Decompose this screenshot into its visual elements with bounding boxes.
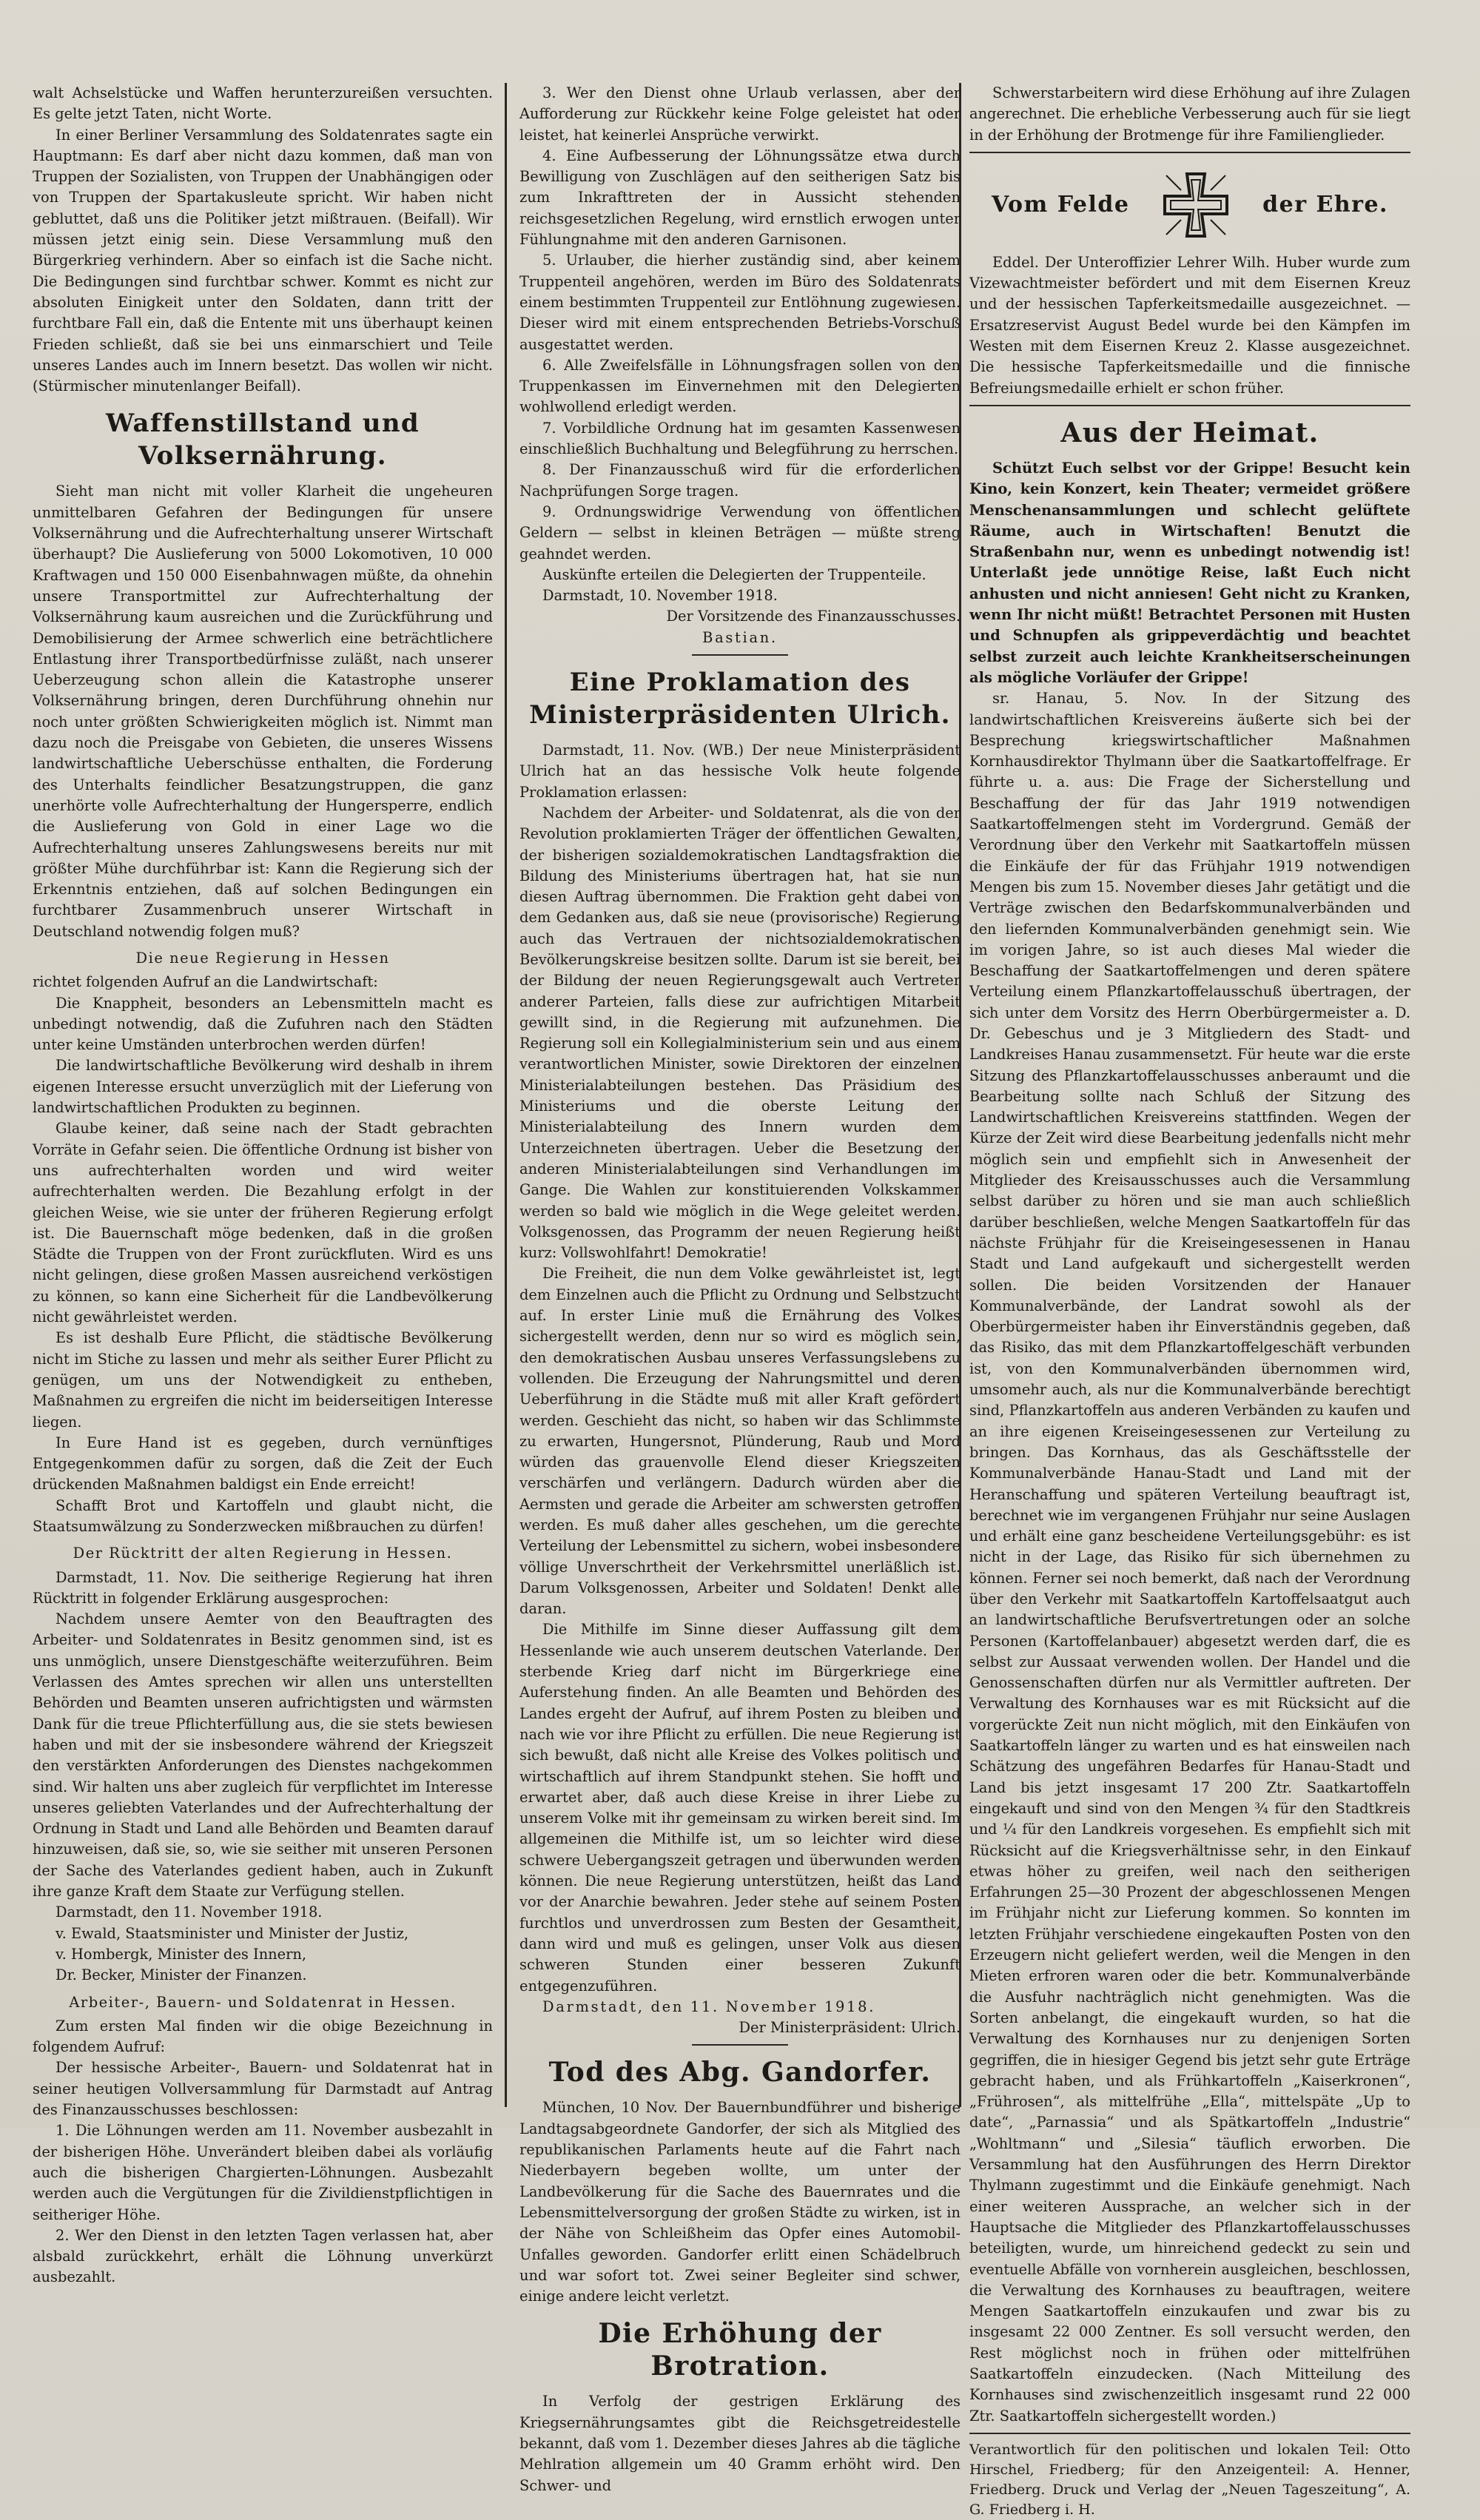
paragraph: Nachdem unsere Aemter von den Beauftragten des Arbeiter- und Soldatenrates in Besitz genommen sind, ist es uns unmöglich, unsere Dienstgeschäfte weiterzuführen. Beim Verlassen des Amtes sprechen wir allen uns unterstellten Behörden und Beamten unseren aufrichtigsten und wärmsten Dank für die treue Pflichterfüllung aus, die sie stets bewiesen haben und mit der sie insbesondere während der Kriegszeit den verstärkten Anforderungen des Dienstes nachgekommen sind. Wir halten uns aber zugleich für verpflichtet im Interesse unseres geliebten Vaterlandes und der Aufrechterhaltung der Ordnung in Stadt und Land alle Behörden und Beamten darauf hinzuweisen, daß sie, so, wie sie seither mit unseren Personen der Sache des Vaterlandes gedient haben, auch in Zukunft ihre ganze Kraft dem Staate zur Verfügung stellen. [33, 1610, 493, 1901]
divider [692, 2044, 788, 2046]
subheading-hessen: Die neue Regierung in Hessen [135, 949, 390, 967]
paragraph: 4. Eine Aufbesserung der Löhnungssätze etwa durch Bewilligung von Zuschlägen auf den seitherigen Satz bis zum Inkrafttreten der in Aussicht stehenden reichsgesetzlichen Regelung, wird ernstlich erwogen unter Fühlungnahme mit den anderen Garnisonen. [519, 147, 961, 249]
paragraph: Schwerstarbeitern wird diese Erhöhung auf ihre Zulagen angerechnet. Die erhebliche Verbesserung auch für sie liegt in der Erhöhung der Brotmenge für ihre Familienglieder. [969, 84, 1410, 144]
paragraph: 3. Wer den Dienst ohne Urlaub verlassen, aber der Aufforderung zur Rückkehr keine Folge geleistet hat oder leistet, hat keinerlei Ansprüche verwirkt. [519, 84, 961, 144]
article-continuation: walt Achselstücke und Waffen herunterzureißen versuchten. Es gelte jetzt Taten, nicht Worte. [33, 84, 493, 123]
paragraph: 6. Alle Zweifelsfälle in Löhnungsfragen sollen von den Truppenkassen im Einvernehmen mit den Delegierten wohlwollend erledigt werden. [519, 356, 961, 416]
paragraph: Auskünfte erteilen die Delegierten der Truppenteile. [542, 565, 926, 583]
paragraph: Schützt Euch selbst vor der Grippe! Besucht kein Kino, kein Konzert, kein Theater; vermeidet größere Menschenansammlungen und schlecht gelüftete Räume, auch in Wirtschaften! Benutzt die Straßenbahn nur, wenn es unbedingt notwendig ist! Unterlaßt jede unnötige Reise, laßt Euch nicht anhusten und nicht anniesen! Geht nicht zu Kranken, wenn Ihr nicht müßt! Betrachtet Personen mit Husten und Schnupfen als grippeverdächtig und beachtet selbst zurzeit auch leichte Krankheitserscheinungen als mögliche Vorläufer der Grippe! [969, 459, 1410, 686]
headline-gandorfer: Tod des Abg. Gandorfer. [548, 2057, 932, 2089]
paragraph: 7. Vorbildliche Ordnung hat im gesamten Kassenwesen einschließlich Buchhaltung und Belegführung zu herrschen. [519, 419, 961, 458]
paragraph: 2. Wer den Dienst in den letzten Tagen verlassen hat, aber alsbald zurückkehrt, erhält die Löhnung unverkürzt ausbezahlt. [33, 2226, 493, 2286]
dateline: Darmstadt, den 11. November 1918. [542, 1997, 876, 2015]
signature-line: Der Vorsitzende des Finanzausschusses. [666, 608, 961, 625]
vom-felde-header [992, 168, 1388, 242]
paragraph: Die Mithilfe im Sinne dieser Auffassung gilt dem Hessenlande wie auch unserem deutschen Vaterlande. Der sterbende Krieg darf nicht im Bürgerkriege eine Auferstehung finden. An alle Beamten und Behörden des Landes ergeht der Aufruf, auf ihrem Posten zu bleiben und nach wie vor ihre Pflicht zu erfüllen. Die neue Regierung ist sich bewußt, daß nicht alle Kreise des Volkes politisch und wirtschaftlich auf ihrem Standpunkt stehen. Sie hofft und erwartet aber, daß auch diese Kreise in ihrer Liebe zu unserem Volke mit ihr gemeinsam zu wirken bereit sind. Im allgemeinen die Mithilfe ist, um so leichter wird diese schwere Uebergangszeit getragen und überwunden werden können. Die neue Regierung unterstützen, heißt das Land vor der Anarchie bewahren. Jeder stehe auf seinem Posten furchtlos und unverdrossen zum Besten der Gesamtheit, dann wird und muß es gelingen, unser Volk aus diesen schweren Stunden einer besseren Zukunft entgegenzuführen. [519, 1621, 961, 1995]
signature-line: Dr. Becker, Minister der Finanzen. [56, 1966, 307, 1984]
paragraph: Sieht man nicht mit voller Klarheit die ungeheuren unmittelbaren Gefahren der Bedingungen für unsere Volksernährung und die Aufrechterhaltung unserer Wirtschaft überhaupt? Die Auslieferung von 5000 Lokomotiven, 10 000 Kraftwagen und 150 000 Eisenbahnwagen müßte, da ohnehin unsere Transportmittel zur Aufrechterhaltung der Volksernährung kaum ausreichen und die Zurückführung und Demobilisierung der Armee schwerlich eine beträchtlichere Entlastung ihrer Transportbedürfnisse zuläßt, nach unserer Ueberzeugung schon allein die Katastrophe unserer Volksernährung bringen, deren Durchführung ohnehin nur noch unter größten Schwierigkeiten möglich ist. Nimmt man dazu noch die Preisgabe von Gebieten, die unseres Wissens landwirtschaftliche Ueberschüsse enthalten, die Forderung des Unterhalts feindlicher Besatzungstruppen, die ganz unerhörte volle Aufrechterhaltung der Hungersperre, endlich die Auslieferung von Gold in einer Lage wo die Aufrechterhaltung unseres Zahlungswesens bereits nur mit größter Mühe durchführbar ist: Kann die Regierung sich der Erkenntnis entziehen, daß auf solchen Bedingungen ein furchtbarer Zusammenbruch unserer Wirtschaft in Deutschland notwendig folgen muß? [33, 483, 493, 940]
dateline: Darmstadt, 10. November 1918. [542, 587, 778, 605]
subheading-arbeiterrat: Arbeiter-, Bauern- und Soldatenrat in Hessen. [69, 1993, 457, 2011]
paragraph: 9. Ordnungswidrige Verwendung von öffentlichen Geldern — selbst in kleinen Beträgen — müßte streng geahndet werden. [519, 503, 961, 562]
divider [969, 152, 1410, 153]
headline-proklamation: Eine Proklamation des Ministerpräsidenten Ulrich. [529, 668, 951, 730]
headline-brotration: Die Erhöhung der Brotration. [598, 2318, 882, 2382]
signature-line: Der Ministerpräsident: Ulrich. [739, 2019, 961, 2037]
paragraph: Nachdem der Arbeiter- und Soldatenrat, als die von der Revolution proklamierten Träger der öffentlichen Gewalten, der bisherigen sozialdemokratischen Landtagsfraktion die Bildung des Ministeriums übertragen hat, hat sie nun diesen Auftrag übernommen. Die Fraktion geht dabei von dem Gedanken aus, daß sie neue (provisorische) Regierung auch das Vertrauen der nichtsozialdemokratischen Bevölkerungskreise besitzen sollte. Darum ist sie bereit, bei der Bildung der neuen Regierungsgewalt auch Vertreter anderer Parteien, falls diese zur aufrichtigen Mitarbeit gewillt sind, in die Regierung mit aufzunehmen. Die Regierung soll ein Kollegialministerium sein und aus einem verantwortlichen Minister, sowie Direktoren der einzelnen Ministerialabteilungen bestehen. Das Präsidium des Ministeriums und die oberste Leitung der Ministerialabteilung des Innern wurden dem Unterzeichneten übertragen. Ueber die Besetzung der anderen Ministerialabteilungen sind Verhandlungen im Gange. Die Wahlen zur konstituierenden Volkskammer werden so bald wie möglich in die Wege geleitet werden. Volksgenossen, das Programm der neuen Regierung heißt kurz: Vollswohlfahrt! Demokratie! [519, 804, 961, 1262]
paragraph: richtet folgenden Aufruf an die Landwirtschaft: [33, 973, 378, 991]
divider [969, 405, 1410, 406]
paragraph: Zum ersten Mal finden wir die obige Bezeichnung in folgendem Aufruf: [33, 2017, 493, 2056]
paragraph: Darmstadt, 11. Nov. Die seitherige Regierung hat ihren Rücktritt in folgender Erklärung ausgesprochen: [33, 1568, 493, 1607]
column-1 [33, 83, 493, 2286]
paragraph: 1. Die Löhnungen werden am 11. November ausbezahlt in der bisherigen Höhe. Unverändert bleiben dabei als vorläufig auch die bisherigen Chargierten-Löhnungen. Ausbezahlt werden auch die Vergütungen für die Zivildienstpflichtigen in seitheriger Höhe. [33, 2122, 493, 2223]
paragraph: Die landwirtschaftliche Bevölkerung wird deshalb in ihrem eigenen Interesse ersucht unverzüglich mit der Lieferung von landwirtschaftlichen Produkten zu beginnen. [33, 1057, 493, 1117]
signature-line: v. Ewald, Staatsminister und Minister der Justiz, [56, 1924, 408, 1942]
paragraph: In Verfolg der gestrigen Erklärung des Kriegsernährungsamtes gibt die Reichsgetreidestelle bekannt, daß vom 1. Dezember dieses Jahres ab die tägliche Mehlration allgemein um 40 Gramm erhöht wird. Den Schwer- und [519, 2393, 961, 2494]
signature-line: v. Hombergk, Minister des Innern, [56, 1945, 307, 1963]
paragraph: Darmstadt, 11. Nov. (WB.) Der neue Ministerpräsident Ulrich hat an das hessische Volk heute folgende Proklamation erlassen: [519, 742, 961, 801]
paragraph: In Eure Hand ist es gegeben, durch vernünftiges Entgegenkommen dafür zu sorgen, daß die Zeit der Euch drückenden Maßnahmen baldigst ein Ende erreicht! [33, 1434, 493, 1493]
paragraph: sr. Hanau, 5. Nov. In der Sitzung des landwirtschaftlichen Kreisvereins äußerte sich bei der Besprechung kriegswirtschaftlicher Maßnahmen Kornhausdirektor Thylmann über die Saatkartoffelfrage. Er führte u. a. aus: Die Frage der Sicherstellung und Beschaffung der für das Jahr 1919 notwendigen Saatkartoffelmengen steht im Vordergrund. Gemäß der Verordnung über den Verkehr mit Saatkartoffeln müssen die Einkäufe der für das Frühjahr 1919 notwendigen Mengen bis zum 15. November dieses Jahr getätigt und die Verträge zwischen den Bedarfskommunalverbänden und den liefernden Kommunalverbänden genehmigt sein. Wie im vorigen Jahre, so ist auch dieses Mal wieder die Beschaffung der Saatkartoffelmengen und deren spätere Verteilung einem Pflanzkartoffelausschuß übertragen, der sich unter dem Vorsitz des Herrn Oberbürgermeister a. D. Dr. Gebeschus und je 3 Mitgliedern des Stadt- und Landkreises Hanau zusammensetzt. Für heute war die erste Sitzung des Pflanzkartoffelausschusses anberaumt und die Bearbeitung sollte nach Schluß der Sitzung des Landwirtschaftlichen Kreisvereins stattfinden. Wegen der Kürze der Zeit wird diese Bearbeitung jedenfalls nicht mehr möglich sein und empfiehlt sich in Anwesenheit der Mitglieder des Kreisausschusses auch die Versammlung selbst darüber zu hören und sie man auch schließlich darüber beschließen, welche Mengen Saatkartoffeln für das nächste Frühjahr für die Kreiseingesessenen in Hanau Stadt und Land aufgekauft und sichergestellt werden sollen. Die beiden Vorsitzenden der Hanauer Kommunalverbände, der Landrat sowohl als der Oberbürgermeister haben ihr Einverständnis gegeben, daß das Risiko, das mit dem Pflanzkartoffelgeschäft verbunden ist, von den Kommunalverbänden übernommen wird, umsomehr auch, als nur die Kommunalverbände berechtigt sind, Pflanzkartoffeln aus anderen Verbänden zu kaufen und an ihre eigenen Kreiseingesessenen zur Verteilung zu bringen. Das Kornhaus, das als Geschäftsstelle der Kommunalverbände Hanau-Stadt und Land mit der Heranschaffung und späteren Verteilung beauftragt ist, berechnet wie im vergangenen Frühjahr nur seine Auslagen und erhält eine ganz bescheidene Verteilungsgebühr: es ist nicht in der Lage, das Risiko für sich übernehmen zu können. Ferner sei noch bemerkt, daß nach der Verordnung über den Verkehr mit Saatkartoffeln Kartoffelsaatgut auch an landwirtschaftliche Berufsvertretungen oder an solche Personen (Kartoffelanbauer) abgesetzt werden darf, die es selbst zur Aussaat verwenden wollen. Der Handel und die Genossenschaften dürfen nur als Vermittler auftreten. Der Verwaltung des Kornhauses war es mit Rücksicht auf die vorgerückte Zeit nun nicht möglich, mit den Einkäufen von Saatkartoffeln länger zu warten und es hat einsweilen nach Schätzung des ungefähren Bedarfes für Hanau-Stadt und Land bis jetzt insgesamt 17 200 Ztr. Saatkartoffeln eingekauft und sind von den Mengen ¾ für den Stadtkreis und ¼ für den Landkreis vorgesehen. Es empfiehlt sich mit Rücksicht auf die Kriegsverhältnisse sehr, in den Einkauf etwas höher zu greifen, weil nach den seitherigen Erfahrungen 25—30 Prozent der abgeschlossenen Mengen im Frühjahr nicht zur Lieferung kommen. So konnten im letzten Frühjahr verschiedene eingekauften Posten von den Erzeugern nicht geliefert werden, weil die Mengen in den Mieten erfroren waren oder die betr. Kommunalverbände die Ausfuhr nachträglich nicht genehmigten. Was die Sorten anbelangt, die eingekauft wurden, so hat die Verwaltung des Kornhauses nur zu denjenigen Sorten gegriffen, die in hiesiger Gegend bis jetzt sehr gute Erträge gebracht haben, und als Frühkartoffeln „Kaiserkronen“, „Frührosen“, als mittelfrühe „Ella“, mittelspäte „Up to date“, „Parnassia“ und als Spätkartoffeln „Industrie“ „Wohltmann“ und „Silesia“ täuflich erworben. Die Versammlung hat den Ausführungen des Herrn Direktor Thylmann zugestimmt und die Einkäufe genehmigt. Nach einer weiteren Aussprache, an welcher sich in der Hauptsache die Mitglieder des Pflanzkartoffelausschusses beteiligten, wurde, um hinreichend gedeckt zu sein und eventuelle Abfälle von vornherein ausgleichen, beschlossen, die Verwaltung des Kornhauses zu beauftragen, weitere Mengen Saatkartoffeln einzukaufen und zwar bis zu insgesamt 22 000 Zentner. Es soll versucht werden, den Rest möglichst noch in frühen oder mittelfrühen Saatkartoffeln einzudecken. (Nach Mitteilung des Kornhauses sind zwischenzeitlich insgesamt rund 22 000 Ztr. Saatkartoffeln sichergestellt worden.) [969, 690, 1410, 2425]
headline-waffenstillstand: Waffenstillstand und Volksernährung. [105, 409, 420, 471]
dateline: Darmstadt, den 11. November 1918. [56, 1904, 323, 1921]
paragraph: Die Knappheit, besonders an Lebensmitteln macht es unbedingt notwendig, daß die Zufuhren nach den Städten unter keine Umständen unterbrochen werden dürfen! [33, 994, 493, 1054]
column-rule [505, 83, 507, 2107]
paragraph: 8. Der Finanzausschuß wird für die erforderlichen Nachprüfungen Sorge tragen. [519, 461, 961, 500]
signature-name: Bastian. [702, 628, 778, 646]
paragraph: 5. Urlauber, die hierher zuständig sind, aber keinem Truppenteil angehören, werden im Büro des Soldatenrats einem bestimmten Truppenteil zur Entlöhnung zugewiesen. Dieser wird mit einem entsprechenden Betriebs-Vorschuß ausgestattet werden. [519, 252, 961, 353]
paragraph: Es ist deshalb Eure Pflicht, die städtische Bevölkerung nicht im Stiche zu lassen und mehr als seither Eurer Pflicht zu genügen, um uns der Notwendigkeit zu entheben, Maßnahmen zu ergreifen die nicht im beiderseitigen Interesse liegen. [33, 1329, 493, 1431]
subheading-ruecktritt: Der Rücktritt der alten Regierung in Hessen. [73, 1545, 453, 1562]
divider [692, 654, 788, 656]
paragraph: Eddel. Der Unteroffizier Lehrer Wilh. Huber wurde zum Vizewachtmeister befördert und mit dem Eisernen Kreuz und der hessischen Tapferkeitsmedaille ausgezeichnet. — Ersatzreservist August Bedel wurde bei den Kämpfen im Westen mit dem Eisernen Kreuz 2. Klasse ausgezeichnet. Die hessische Tapferkeitsmedaille und die finnische Befreiungsmedaille erhielt er schon früher. [969, 253, 1410, 397]
paragraph: Schafft Brot und Kartoffeln und glaubt nicht, die Staatsumwälzung zu Sonderzwecken mißbrauchen zu dürfen! [33, 1496, 493, 1535]
paragraph: Die Freiheit, die nun dem Volke gewährleistet ist, legt dem Einzelnen auch die Pflicht zu Ordnung und Selbstzucht auf. In erster Linie muß die Ernährung des Volkes sichergestellt werden, denn nur so wird es möglich sein, den demokratischen Ausbau unseres Verfassungslebens zu vollenden. Die Erzeugung der Nahrungsmittel und deren Ueberführung in die Städte muß mit aller Kraft gefördert werden. Geschieht das nicht, so haben wir das Schlimmste zu erwarten, Hungersnot, Plünderung, Raub und Mord würden das grauenvolle Elend dieser Kriegszeiten verschärfen und verlängern. Dadurch würden aber die Aermsten und gerade die Arbeiter am schwersten getroffen werden. Es muß daher alles geschehen, um die gerechte Verteilung der Lebensmittel zu sichern, wobei insbesondere völlige Unverschrtheit der Verkehrsmittel unerläßlich ist. Darum Volksgenossen, Arbeiter und Soldaten! Denkt alle daran. [519, 1265, 961, 1618]
feld-title-right: der Ehre. [1262, 191, 1388, 218]
paragraph: Glaube keiner, daß seine nach der Stadt gebrachten Vorräte in Gefahr seien. Die öffentliche Ordnung ist bisher von uns aufrechterhalten worden und wird weiter aufrechterhalten werden. Die Bezahlung erfolgt in der gleichen Weise, wie sie unter der früheren Regierung erfolgt ist. Die Bauernschaft möge bedenken, daß in die großen Städte die Truppen von der Front zurückfluten. Wird es uns nicht gelingen, diese großen Massen ausreichend verköstigen zu können, so kann eine Sicherheit für die Landbevölkerung nicht gewährleistet werden. [33, 1120, 493, 1326]
paragraph: München, 10 Nov. Der Bauernbundführer und bisherige Landtagsabgeordnete Gandorfer, der sich als Mitglied des republikanischen Parlaments heute auf die Fahrt nach Niederbayern begeben wollte, um unter der Landbevölkerung für die Sache des Bauernrates und die Lebensmittelversorgung der großen Städte zu wirken, ist in der Nähe von Schleißheim das Opfer eines Automobil-Unfalles geworden. Gandorfer erlitt einen Schädelbruch und war sofort tot. Zwei seiner Begleiter sind schwer, einige andere leicht verletzt. [519, 2099, 961, 2305]
divider [969, 2433, 1410, 2434]
imprint: Verantwortlich für den politischen und lokalen Teil: Otto Hirschel, Friedberg; für den Anzeigenteil: A. Henner, Friedberg. Druck und Verlag der „Neuen Tageszeitung“, A. G. Friedberg i. H. [969, 2441, 1410, 2518]
column-3 [969, 83, 1410, 2518]
iron-cross-icon [1159, 168, 1233, 242]
headline-heimat: Aus der Heimat. [1060, 417, 1319, 448]
column-2 [519, 83, 961, 2494]
paragraph: In einer Berliner Versammlung des Soldatenrates sagte ein Hauptmann: Es darf aber nicht dazu kommen, daß man von Truppen der Sozialisten, von Truppen der Unabhängigen oder von Truppen der Spartakusleute spricht. Wir haben nicht gebluttet, daß uns die Politiker jetzt mißtrauen. (Beifall). Wir müssen jetzt einig sein. Diese Versammlung muß den Bürgerkrieg verhindern. Aber so einfach ist die Sache nicht. Die Bedingungen sind furchtbar schwer. Kommt es nicht zur absoluten Einigkeit unter den Soldaten, dann tritt der furchtbare Fall ein, daß die Entente mit uns überhaupt keinen Frieden schließt, daß sie bei uns einmarschiert und Teile unseres Landes auch im Innern besetzt. Das wollen wir nicht. (Stürmischer minutenlanger Beifall). [33, 126, 493, 395]
feld-title-left: Vom Felde [992, 191, 1130, 218]
paragraph: Der hessische Arbeiter-, Bauern- und Soldatenrat hat in seiner heutigen Vollversammlung für Darmstadt auf Antrag des Finanzausschusses beschlossen: [33, 2059, 493, 2119]
